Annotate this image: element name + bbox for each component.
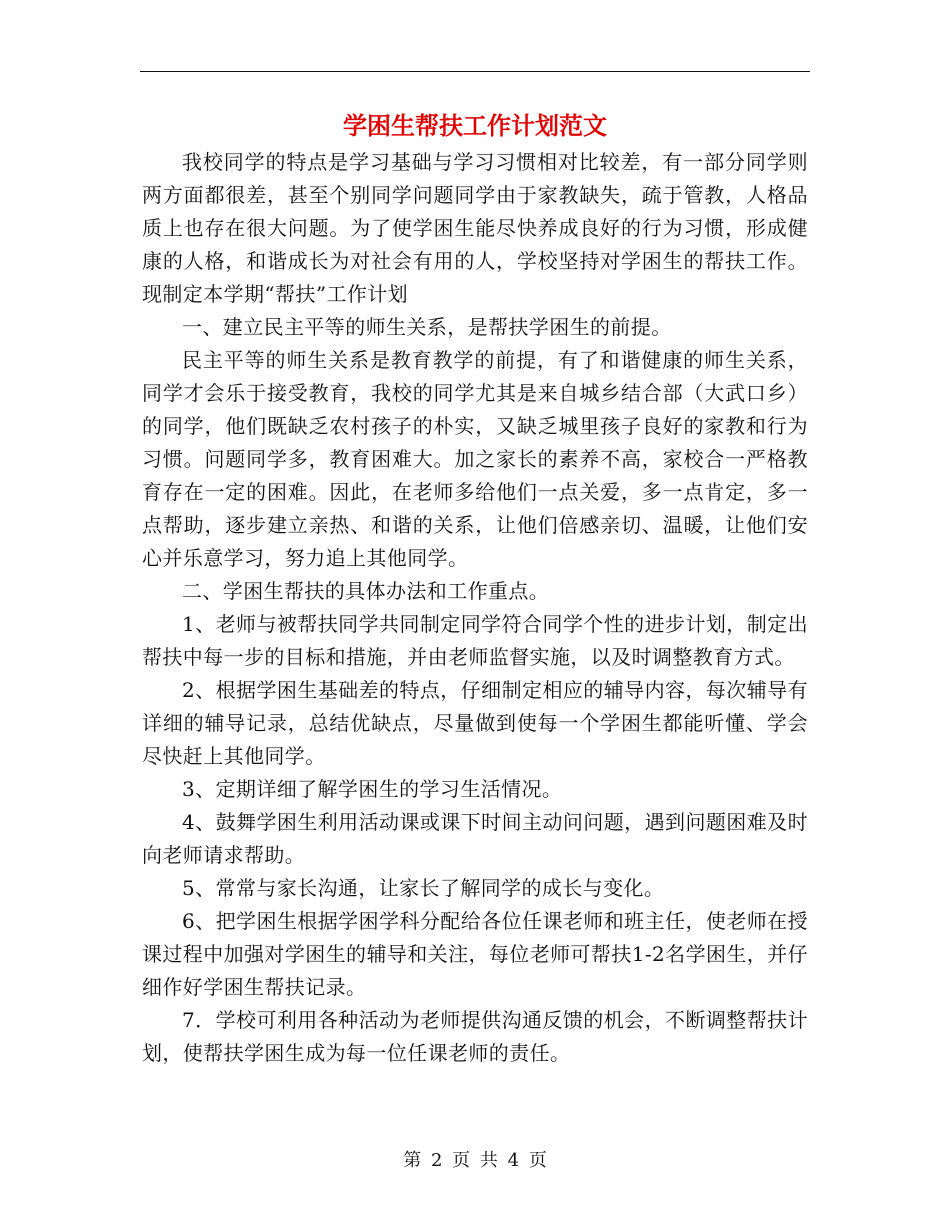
- section-heading-2: 二、学困生帮扶的具体办法和工作重点。: [182, 579, 550, 603]
- footer-current-page: 2: [430, 1150, 443, 1171]
- header-rule: [140, 71, 810, 72]
- list-item-7: 7．学校可利用各种活动为老师提供沟通反馈的机会，不断调整帮扶计划，使帮扶学困生成为每一位任课老师的责任。: [142, 1008, 808, 1065]
- page-footer: [0, 1148, 950, 1174]
- list-item-5: 5、常常与家长沟通，让家长了解同学的成长与变化。: [182, 876, 665, 900]
- list-item-1: 1、老师与被帮扶同学共同制定同学符合同学个性的进步计划，制定出帮扶中每一步的目标和措施，并由老师监督实施，以及时调整教育方式。: [142, 612, 808, 669]
- document-title: 学困生帮扶工作计划范文: [343, 111, 607, 140]
- footer-page-prefix: 第: [403, 1150, 422, 1171]
- list-item-6: 6、把学困生根据学困学科分配给各位任课老师和班主任，使老师在授课过程中加强对学困生的辅导和关注，每位老师可帮扶1-2名学困生，并仔细作好学困生帮扶记录。: [142, 909, 808, 999]
- footer-total-prefix: 共: [479, 1150, 498, 1171]
- list-item-2: 2、根据学困生基础差的特点，仔细制定相应的辅导内容，每次辅导有详细的辅导记录，总结优缺点，尽量做到使每一个学困生都能听懂、学会尽快赶上其他同学。: [142, 678, 808, 768]
- list-item-4: 4、鼓舞学困生利用活动课或课下时间主动问问题，遇到问题困难及时向老师请求帮助。: [142, 810, 808, 867]
- section-heading-1: 一、建立民主平等的师生关系，是帮扶学困生的前提。: [182, 315, 672, 339]
- paragraph-intro: 我校同学的特点是学习基础与学习习惯相对比较差，有一部分同学则两方面都很差，甚至个别同学问题同学由于家教缺失，疏于管教，人格品质上也存在很大问题。为了使学困生能尽快养成良好的行为习惯，形成健康的人格，和谐成长为对社会有用的人，学校坚持对学困生的帮扶工作。现制定本学期“帮扶”工作计划: [142, 150, 808, 306]
- footer-page-word: 页: [452, 1150, 471, 1171]
- footer-total-pages: 4: [507, 1150, 520, 1171]
- footer-total-suffix: 页: [528, 1150, 547, 1171]
- list-item-3: 3、定期详细了解学困生的学习生活情况。: [182, 777, 563, 801]
- document-body: [142, 146, 808, 1070]
- paragraph-section-1: 民主平等的师生关系是教育教学的前提，有了和谐健康的师生关系，同学才会乐于接受教育，我校的同学尤其是来自城乡结合部（大武口乡）的同学，他们既缺乏农村孩子的朴实，又缺乏城里孩子良好的家教和行为习惯。问题同学多，教育困难大。加之家长的素养不高，家校合一严格教育存在一定的困难。因此，在老师多给他们一点关爱，多一点肯定，多一点帮助，逐步建立亲热、和谐的关系，让他们倍感亲切、温暖，让他们安心并乐意学习，努力追上其他同学。: [142, 348, 808, 570]
